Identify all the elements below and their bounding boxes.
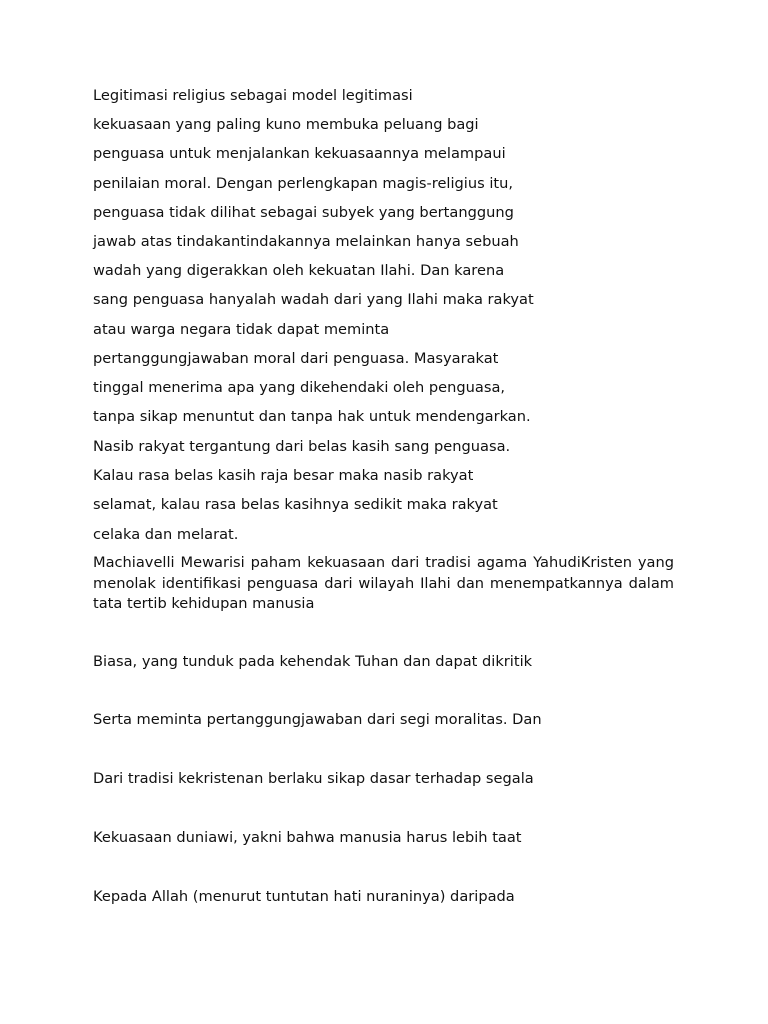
text-line: Legitimasi religius sebagai model legitimasi	[93, 87, 413, 104]
text-line: celaka dan melarat.	[93, 526, 239, 543]
text-line: tinggal menerima apa yang dikehendaki oleh penguasa,	[93, 379, 506, 396]
text-line: Biasa, yang tunduk pada kehendak Tuhan dan dapat dikritik	[93, 653, 533, 670]
text-line: atau warga negara tidak dapat meminta	[93, 321, 390, 338]
text-line: kekuasaan yang paling kuno membuka peluang bagi	[93, 116, 479, 133]
justified-paragraph: Machiavelli Mewarisi paham kekuasaan dari tradisi agama YahudiKristen yang menolak identifikasi penguasa dari wilayah Ilahi dan menempatkannya dalam tata tertib kehidupan manusia	[93, 554, 674, 612]
text-line: selamat, kalau rasa belas kasihnya sedikit maka rakyat	[93, 496, 498, 513]
text-line: Dari tradisi kekristenan berlaku sikap dasar terhadap segala	[93, 770, 534, 787]
text-line: Kepada Allah (menurut tuntutan hati nuraninya) daripada	[93, 888, 515, 905]
text-line: penguasa untuk menjalankan kekuasaannya melampaui	[93, 145, 506, 162]
text-line: sang penguasa hanyalah wadah dari yang Ilahi maka rakyat	[93, 291, 534, 308]
text-line: Kekuasaan duniawi, yakni bahwa manusia harus lebih taat	[93, 829, 522, 846]
text-line: Serta meminta pertanggungjawaban dari segi moralitas. Dan	[93, 711, 542, 728]
text-line: pertanggungjawaban moral dari penguasa. Masyarakat	[93, 350, 499, 367]
text-line: jawab atas tindakantindakannya melainkan hanya sebuah	[93, 233, 519, 250]
text-line: penilaian moral. Dengan perlengkapan magis-religius itu,	[93, 175, 514, 192]
text-line: penguasa tidak dilihat sebagai subyek yang bertanggung	[93, 204, 514, 221]
text-line: Nasib rakyat tergantung dari belas kasih sang penguasa.	[93, 438, 511, 455]
text-line: tanpa sikap menuntut dan tanpa hak untuk mendengarkan.	[93, 408, 531, 425]
text-line: wadah yang digerakkan oleh kekuatan Ilahi. Dan karena	[93, 262, 505, 279]
text-line: Kalau rasa belas kasih raja besar maka nasib rakyat	[93, 467, 474, 484]
